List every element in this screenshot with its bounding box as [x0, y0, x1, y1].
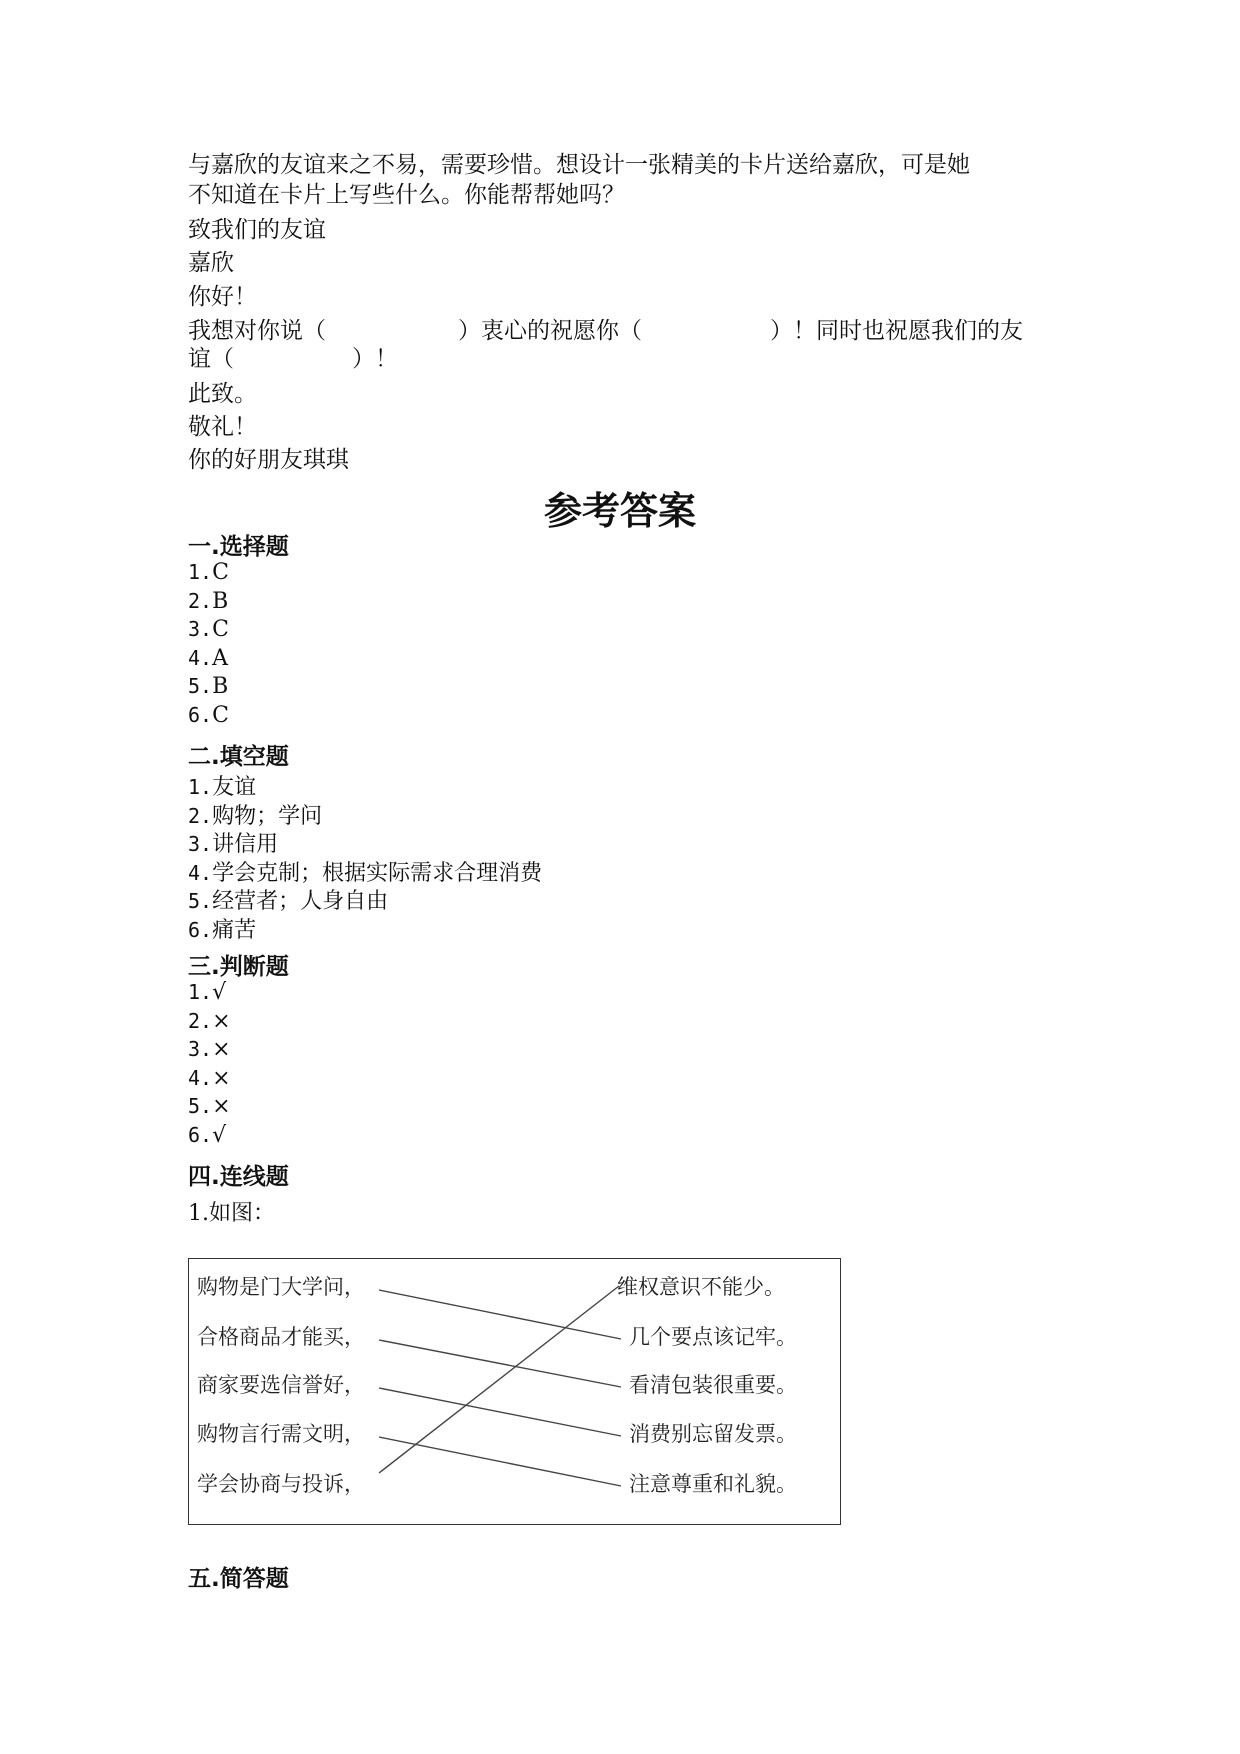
choice-answer-5: [188, 674, 228, 699]
card-body-segment: ）！: [352, 346, 398, 372]
matching-link-2: [379, 1340, 621, 1387]
answer-number: 6.: [188, 918, 213, 942]
answer-text: 讲信用: [212, 832, 279, 858]
matching-right-item-1: 维权意识不能少。: [617, 1275, 785, 1299]
answer-number: 6.: [188, 1123, 213, 1147]
matching-left-item-2: 合格商品才能买，: [197, 1325, 365, 1349]
matching-left-item-4: 购物言行需文明，: [197, 1422, 365, 1446]
card-body-segment: ）衷心的祝愿你（: [458, 318, 642, 344]
choice-answer-4: [188, 646, 228, 671]
fill-answer-1: [188, 770, 256, 801]
card-body-segment: 我想对你说（: [188, 318, 326, 344]
fill-answer-5: [188, 884, 388, 915]
answer-text: √: [212, 980, 227, 1005]
answer-number: 3.: [188, 617, 213, 642]
answer-number: 4.: [188, 1065, 213, 1090]
answer-text: 学会克制；根据实际需求合理消费: [212, 860, 543, 886]
answer-text: A: [212, 645, 228, 671]
answer-number: 2.: [188, 803, 213, 828]
answer-number: 6.: [188, 703, 213, 727]
answer-number: 5.: [188, 1094, 213, 1119]
fill-answer-6: [188, 913, 256, 944]
answer-number: 5.: [188, 674, 213, 699]
answer-number: 4.: [188, 645, 213, 670]
answer-number: 1.: [188, 560, 213, 584]
section-heading-choice: 一.选择题: [188, 534, 289, 560]
choice-answer-6: [188, 703, 229, 728]
answers-title: 参考答案: [543, 489, 696, 533]
card-recipient: 嘉欣: [188, 250, 234, 276]
answer-text: 购物；学问: [212, 803, 323, 829]
matching-link-3: [379, 1388, 621, 1436]
judge-answer-3: [188, 1037, 231, 1062]
answer-text: ×: [212, 1008, 231, 1034]
judge-answer-6: [188, 1123, 226, 1148]
card-signature: 你的好朋友琪琪: [188, 447, 349, 473]
matching-item-1: 1.如图：: [188, 1201, 275, 1226]
intro-line-1: 与嘉欣的友谊来之不易，需要珍惜。想设计一张精美的卡片送给嘉欣，可是她: [188, 152, 970, 178]
card-closing-1: 此致。: [188, 381, 257, 407]
matching-link-1: [379, 1290, 621, 1339]
matching-right-item-5: 注意尊重和礼貌。: [629, 1472, 797, 1496]
matching-left-item-3: 商家要选信誉好，: [197, 1373, 365, 1397]
answer-text: ×: [212, 1037, 231, 1063]
answer-number: 2.: [188, 588, 213, 613]
answer-number: 5.: [188, 889, 213, 914]
card-heading: 致我们的友谊: [188, 217, 326, 243]
matching-right-item-3: 看清包装很重要。: [629, 1373, 797, 1397]
answer-text: ×: [212, 1094, 231, 1120]
section-heading-matching: 四.连线题: [188, 1164, 289, 1190]
matching-figure: [188, 1258, 841, 1525]
matching-left-item-5: 学会协商与投诉，: [197, 1472, 365, 1496]
answer-number: 4.: [188, 860, 213, 885]
matching-left-item-1: 购物是门大学问，: [197, 1275, 365, 1299]
choice-answer-3: [188, 617, 229, 642]
answer-text: ×: [212, 1065, 231, 1091]
answer-text: C: [212, 703, 229, 728]
card-closing-2: 敬礼！: [188, 414, 257, 440]
answer-text: B: [212, 588, 229, 614]
judge-answer-1: [188, 980, 226, 1005]
answer-text: 痛苦: [212, 918, 257, 943]
answer-number: 3.: [188, 832, 213, 857]
answer-text: C: [212, 560, 229, 585]
fill-answer-3: [188, 827, 278, 858]
answer-text: 经营者；人身自由: [212, 889, 389, 915]
answer-number: 2.: [188, 1008, 213, 1033]
card-greeting: 你好！: [188, 284, 257, 310]
card-body-line-2: [188, 346, 398, 373]
judge-answer-5: [188, 1094, 231, 1119]
section-heading-judge: 三.判断题: [188, 954, 289, 980]
answer-text: B: [212, 674, 229, 700]
judge-answer-4: [188, 1066, 231, 1091]
answer-text: C: [212, 617, 229, 643]
matching-right-item-2: 几个要点该记牢。: [629, 1325, 797, 1349]
intro-line-2: 不知道在卡片上写些什么。你能帮帮她吗？: [188, 182, 625, 208]
card-body-segment: ）！同时也祝愿我们的友: [770, 318, 1023, 344]
section-heading-fill: 二.填空题: [188, 744, 289, 770]
choice-answer-2: [188, 589, 228, 614]
answer-number: 1.: [188, 980, 213, 1004]
judge-answer-2: [188, 1009, 231, 1034]
choice-answer-1: [188, 560, 229, 585]
fill-answer-4: [188, 856, 542, 887]
fill-answer-2: [188, 799, 322, 830]
card-body-segment: 谊（: [188, 346, 234, 372]
answer-text: 友谊: [212, 775, 257, 800]
section-heading-short: 五.简答题: [188, 1566, 289, 1592]
answer-text: √: [212, 1123, 227, 1148]
card-body-line-1: [188, 318, 1023, 345]
answer-number: 1.: [188, 775, 213, 799]
matching-right-item-4: 消费别忘留发票。: [629, 1422, 797, 1446]
answer-number: 3.: [188, 1037, 213, 1062]
